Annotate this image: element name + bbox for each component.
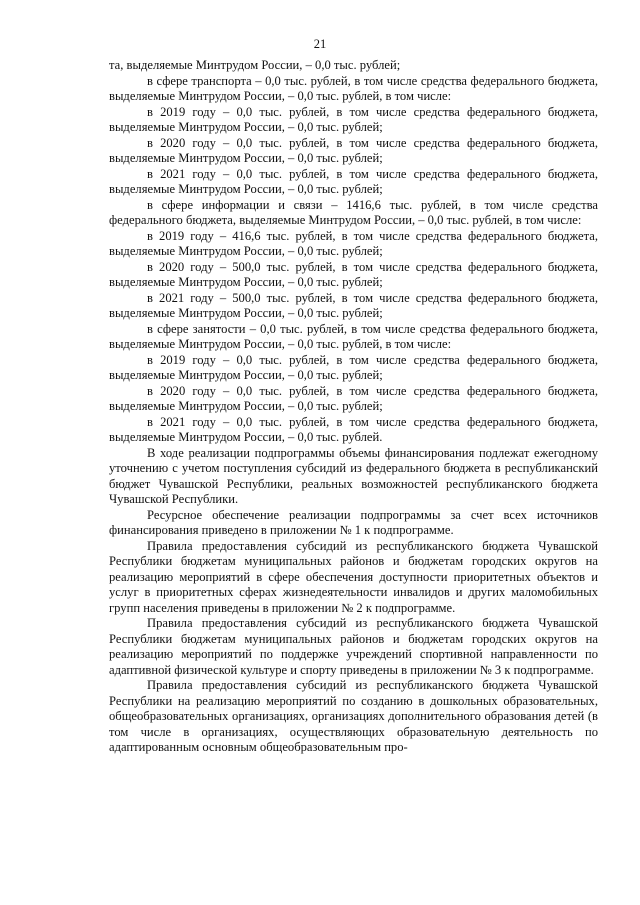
paragraph: в 2019 году – 0,0 тыс. рублей, в том числе средства федерального бюджета, выделяемые Минтрудом России, – 0,0 тыс. рублей; (109, 104, 598, 134)
paragraph: та, выделяемые Минтрудом России, – 0,0 тыс. рублей; (109, 58, 401, 72)
paragraph: в 2021 году – 0,0 тыс. рублей, в том числе средства федерального бюджета, выделяемые Минтрудом России, – 0,0 тыс. рублей; (109, 166, 598, 196)
paragraph: Правила предоставления субсидий из республиканского бюджета Чувашской Республики бюджетам муниципальных районов и бюджетам городских округов на реализацию мероприятий в сфере обеспечения доступности приоритетных объектов и услуг в приоритетных сферах жизнедеятельности инвалидов и других маломобильных групп населения приведены в приложении № 2 к подпрограмме. (109, 538, 598, 615)
paragraph: в сфере занятости – 0,0 тыс. рублей, в том числе средства федерального бюджета, выделяемые Минтрудом России, – 0,0 тыс. рублей, в том числе: (109, 321, 598, 351)
paragraph: в 2021 году – 0,0 тыс. рублей, в том числе средства федерального бюджета, выделяемые Минтрудом России, – 0,0 тыс. рублей. (109, 414, 598, 444)
paragraph: Ресурсное обеспечение реализации подпрограммы за счет всех источников финансирования приведено в приложении № 1 к подпрограмме. (109, 507, 598, 537)
paragraph: В ходе реализации подпрограммы объемы финансирования подлежат ежегодному уточнению с учетом поступления субсидий из федерального бюджета в республиканский бюджет Чувашской Республики, реальных возможностей республиканского бюджета Чувашской Республики. (109, 445, 598, 506)
paragraph: в сфере информации и связи – 1416,6 тыс. рублей, в том числе средства федерального бюджета, выделяемые Минтрудом России, – 0,0 тыс. рублей, в том числе: (109, 197, 598, 227)
paragraph: в сфере транспорта – 0,0 тыс. рублей, в том числе средства федерального бюджета, выделяемые Минтрудом России, – 0,0 тыс. рублей, в том числе: (109, 73, 598, 103)
paragraph: в 2019 году – 416,6 тыс. рублей, в том числе средства федерального бюджета, выделяемые Минтрудом России, – 0,0 тыс. рублей; (109, 228, 598, 258)
paragraph: Правила предоставления субсидий из республиканского бюджета Чувашской Республики на реализацию мероприятий по созданию в дошкольных образовательных, общеобразовательных организациях, организациях дополнительного образования детей (в том числе в организациях, осуществляющих образовательную деятельность по адаптированным основным общеобразовательным про- (109, 678, 598, 754)
paragraph: в 2020 году – 500,0 тыс. рублей, в том числе средства федерального бюджета, выделяемые Минтрудом России, – 0,0 тыс. рублей; (109, 259, 598, 289)
paragraph: в 2019 году – 0,0 тыс. рублей, в том числе средства федерального бюджета, выделяемые Минтрудом России, – 0,0 тыс. рублей; (109, 352, 598, 382)
paragraph: в 2020 году – 0,0 тыс. рублей, в том числе средства федерального бюджета, выделяемые Минтрудом России, – 0,0 тыс. рублей; (109, 135, 598, 165)
paragraph: в 2021 году – 500,0 тыс. рублей, в том числе средства федерального бюджета, выделяемые Минтрудом России, – 0,0 тыс. рублей; (109, 290, 598, 320)
paragraph: в 2020 году – 0,0 тыс. рублей, в том числе средства федерального бюджета, выделяемые Минтрудом России, – 0,0 тыс. рублей; (109, 383, 598, 413)
page-number: 21 (313, 37, 327, 51)
body-text (109, 58, 598, 756)
paragraph: Правила предоставления субсидий из республиканского бюджета Чувашской Республики бюджетам муниципальных районов и бюджетам городских округов на реализацию мероприятий по поддержке учреждений спортивной направленности по адаптивной физической культуре и спорту приведены в приложении № 3 к подпрограмме. (109, 616, 598, 677)
